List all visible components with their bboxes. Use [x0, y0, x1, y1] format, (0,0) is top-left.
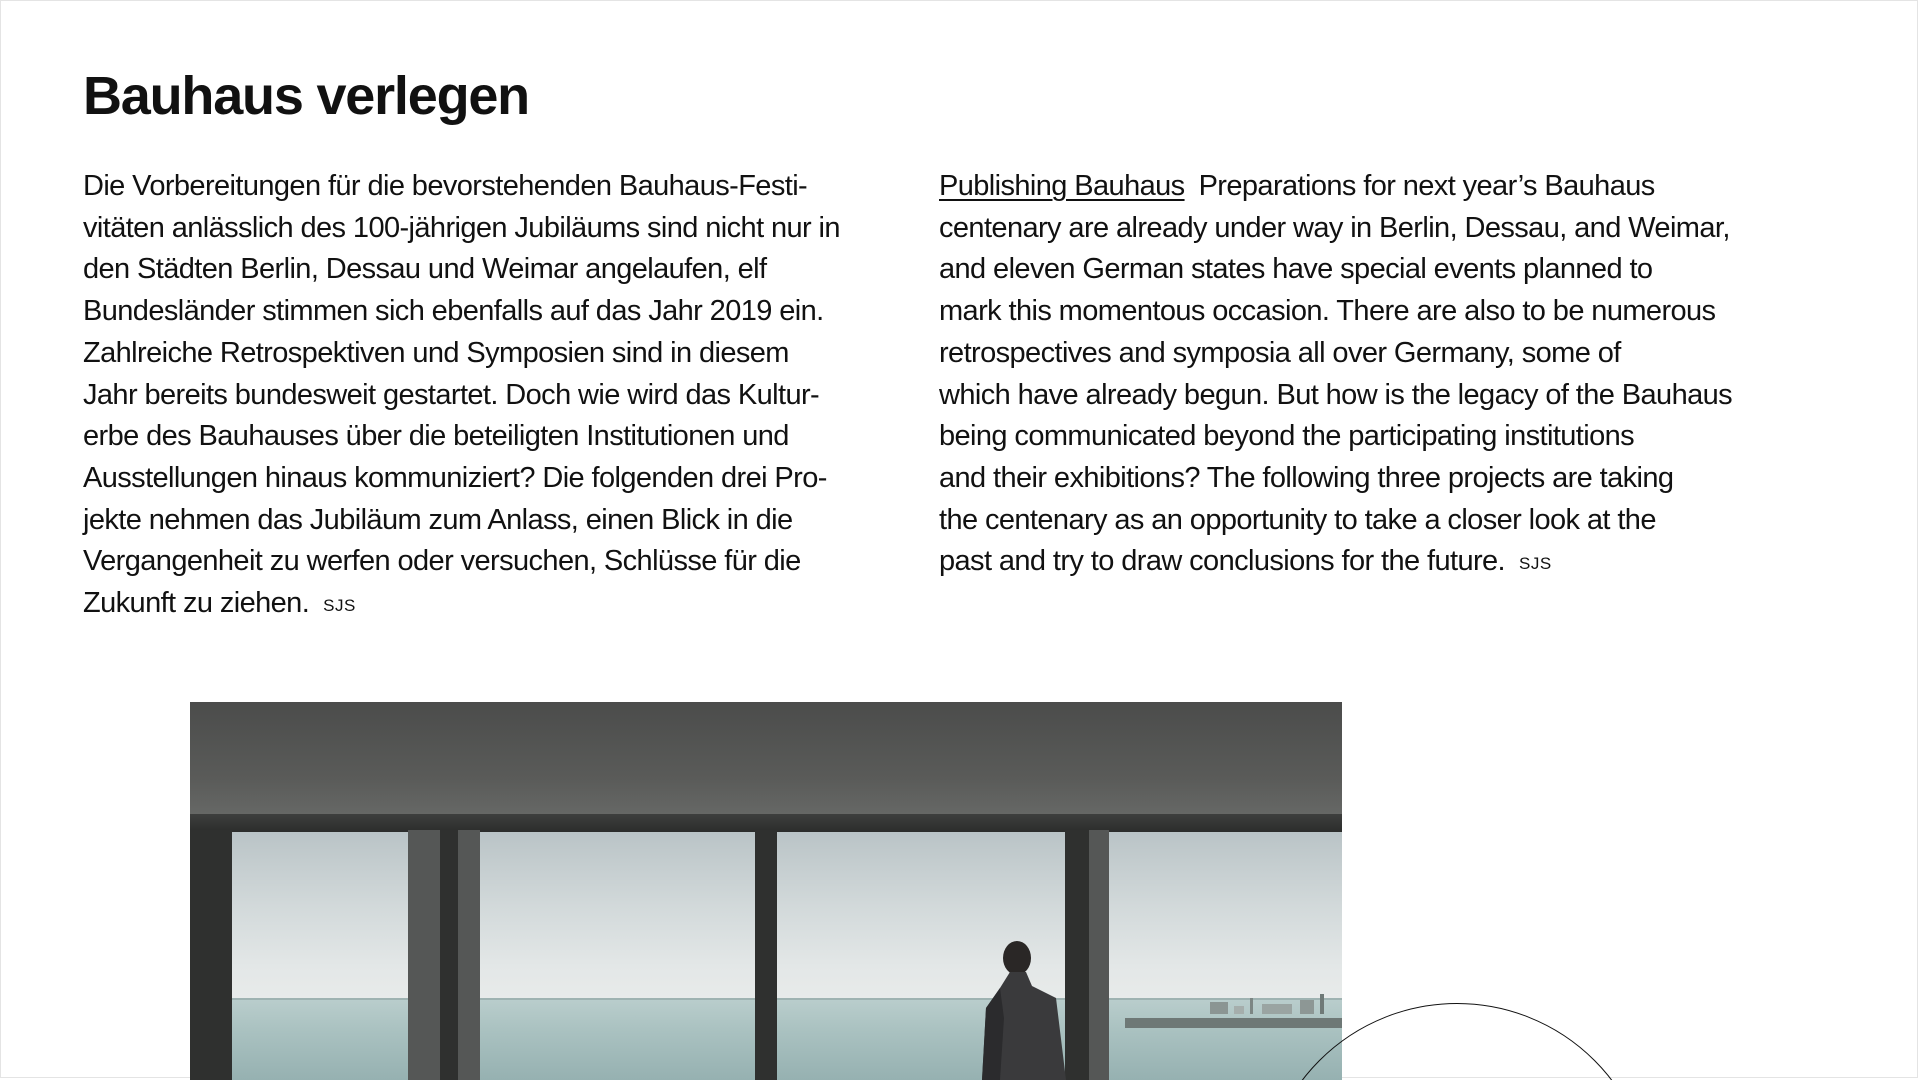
- photo-harbor-buildings: [1190, 988, 1342, 1020]
- english-line-text: Preparations for next year’s Bauhaus: [1198, 170, 1655, 202]
- photo-window-frame: [1089, 830, 1109, 1080]
- german-line: Ausstellungen hinaus kommuniziert? Die folgenden drei Pro-: [83, 461, 827, 494]
- english-line: retrospectives and symposia all over Germany, some of: [939, 336, 1621, 369]
- english-line: and their exhibitions? The following three projects are taking: [939, 461, 1674, 494]
- german-line: Die Vorbereitungen für die bevorstehenden Bauhaus-Festi-: [83, 170, 808, 202]
- english-line: and eleven German states have special events planned to: [939, 253, 1653, 286]
- german-line: vitäten anlässlich des 100-jährigen Jubiläums sind nicht nur in: [83, 211, 840, 244]
- photo-window-frame: [408, 830, 440, 1080]
- german-last-line: [83, 583, 923, 627]
- german-line: jekte nehmen das Jubiläum zum Anlass, einen Blick in die: [83, 503, 793, 536]
- english-line: the centenary as an opportunity to take a closer look at the: [939, 503, 1656, 536]
- photo-window-frame: [440, 830, 458, 1080]
- english-first-line: [939, 166, 1799, 208]
- photo-window-frame: [458, 830, 480, 1080]
- photo-window-frame: [190, 830, 232, 1080]
- english-intro-text: [939, 166, 1799, 585]
- photo-ceiling: [190, 702, 1342, 830]
- english-last-line: [939, 541, 1799, 585]
- photo-person: [970, 938, 1080, 1080]
- german-line: Bundesländer stimmen sich ebenfalls auf das Jahr 2019 ein.: [83, 295, 824, 328]
- german-line: Zahlreiche Retrospektiven und Symposien sind in diesem: [83, 336, 789, 369]
- page-title: Bauhaus verlegen: [83, 66, 529, 126]
- author-signature: SJS: [323, 596, 356, 616]
- author-signature: SJS: [1519, 554, 1552, 574]
- english-line-text: past and try to draw conclusions for the future.: [939, 545, 1506, 578]
- german-line: Jahr bereits bundesweit gestartet. Doch wie wird das Kultur-: [83, 378, 820, 411]
- german-line: Vergangenheit zu werfen oder versuchen, Schlüsse für die: [83, 545, 801, 578]
- german-intro-text: [83, 166, 923, 627]
- photo-window-frame: [755, 830, 777, 1080]
- article-photo[interactable]: [190, 702, 1342, 1080]
- german-line: erbe des Bauhauses über die beteiligten Institutionen und: [83, 420, 789, 453]
- german-line: den Städten Berlin, Dessau und Weimar angelaufen, elf: [83, 253, 767, 286]
- german-line-text: Zukunft zu ziehen.: [83, 587, 310, 620]
- english-line: being communicated beyond the participating institutions: [939, 420, 1635, 453]
- english-line: centenary are already under way in Berlin, Dessau, and Weimar,: [939, 211, 1730, 244]
- english-line: mark this momentous occasion. There are also to be numerous: [939, 295, 1716, 328]
- english-line: which have already begun. But how is the legacy of the Bauhaus: [939, 378, 1733, 411]
- publishing-bauhaus-link[interactable]: Publishing Bauhaus: [939, 170, 1185, 202]
